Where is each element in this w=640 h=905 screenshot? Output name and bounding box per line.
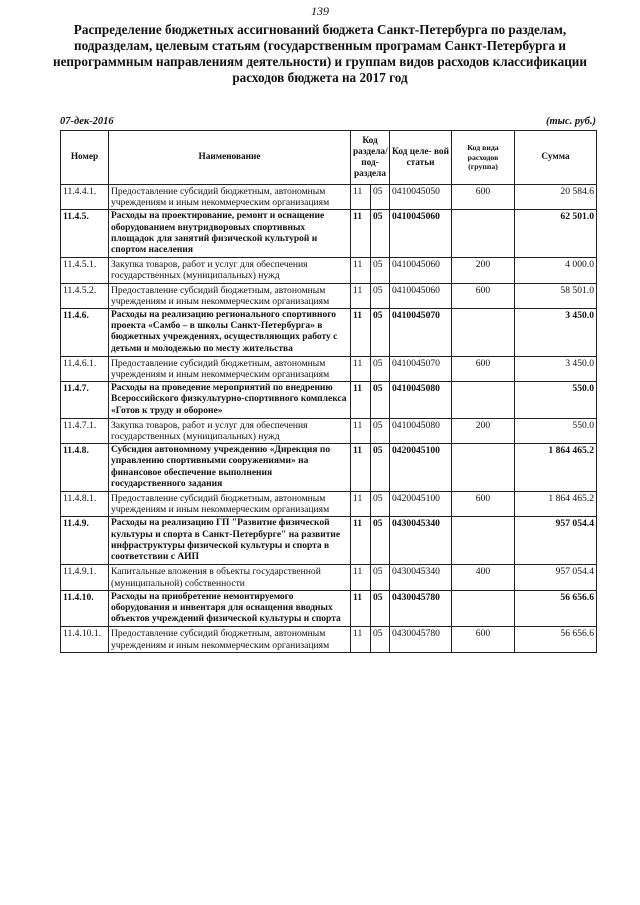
row-amount: 550.0 bbox=[515, 382, 597, 419]
table-row bbox=[61, 382, 597, 419]
table-row bbox=[61, 565, 597, 590]
row-expense-code: 600 bbox=[452, 283, 515, 308]
row-expense-code bbox=[452, 382, 515, 419]
row-section-code: 11 bbox=[351, 185, 371, 210]
row-number: 11.4.5.2. bbox=[61, 283, 109, 308]
row-number: 11.4.8. bbox=[61, 444, 109, 492]
row-expense-code: 400 bbox=[452, 565, 515, 590]
row-amount: 550.0 bbox=[515, 418, 597, 443]
page-number: 139 bbox=[311, 4, 329, 18]
row-section-code: 11 bbox=[351, 517, 371, 565]
row-expense-code: 200 bbox=[452, 418, 515, 443]
row-target-code: 0410045070 bbox=[390, 309, 452, 357]
row-target-code: 0410045080 bbox=[390, 418, 452, 443]
row-amount: 957 054.4 bbox=[515, 565, 597, 590]
table-row bbox=[61, 283, 597, 308]
units-label: (тыс. руб.) bbox=[546, 116, 596, 127]
header-expense: Код вида расходов (группа) bbox=[452, 131, 515, 185]
row-number: 11.4.10. bbox=[61, 590, 109, 627]
row-target-code: 0410045060 bbox=[390, 283, 452, 308]
row-name: Расходы на проведение мероприятий по внедрению Всероссийского физкультурно-спортивного комплекса «Готов к труду и обороне» bbox=[109, 382, 351, 419]
row-number: 11.4.5. bbox=[61, 210, 109, 258]
row-section-code: 11 bbox=[351, 444, 371, 492]
row-number: 11.4.7.1. bbox=[61, 418, 109, 443]
row-subsection-code: 05 bbox=[371, 627, 390, 652]
row-name: Расходы на реализацию ГП "Развитие физической культуры и спорта в Санкт-Петербурге" на развитие инфраструктуры физической культуры и спорта в соответствии с АИП bbox=[109, 517, 351, 565]
header-name: Наименование bbox=[109, 131, 351, 185]
row-number: 11.4.8.1. bbox=[61, 492, 109, 517]
row-name: Закупка товаров, работ и услуг для обеспечения государственных (муниципальных) нужд bbox=[109, 418, 351, 443]
row-section-code: 11 bbox=[351, 418, 371, 443]
row-name: Предоставление субсидий бюджетным, автономным учреждениям и иным некоммерческим организациям bbox=[109, 492, 351, 517]
row-expense-code: 200 bbox=[452, 258, 515, 283]
row-name: Закупка товаров, работ и услуг для обеспечения государственных (муниципальных) нужд bbox=[109, 258, 351, 283]
row-section-code: 11 bbox=[351, 309, 371, 357]
row-target-code: 0420045100 bbox=[390, 492, 452, 517]
row-target-code: 0410045080 bbox=[390, 382, 452, 419]
row-section-code: 11 bbox=[351, 210, 371, 258]
row-amount: 56 656.6 bbox=[515, 627, 597, 652]
row-amount: 4 000.0 bbox=[515, 258, 597, 283]
row-section-code: 11 bbox=[351, 258, 371, 283]
row-name: Предоставление субсидий бюджетным, автономным учреждениям и иным некоммерческим организациям bbox=[109, 185, 351, 210]
row-name: Предоставление субсидий бюджетным, автономным учреждениям и иным некоммерческим организациям bbox=[109, 283, 351, 308]
row-subsection-code: 05 bbox=[371, 590, 390, 627]
row-expense-code: 600 bbox=[452, 627, 515, 652]
row-name: Предоставление субсидий бюджетным, автономным учреждениям и иным некоммерческим организациям bbox=[109, 356, 351, 381]
table-row bbox=[61, 185, 597, 210]
row-target-code: 0420045100 bbox=[390, 444, 452, 492]
row-amount: 3 450.0 bbox=[515, 309, 597, 357]
row-subsection-code: 05 bbox=[371, 356, 390, 381]
row-amount: 3 450.0 bbox=[515, 356, 597, 381]
row-amount: 957 054.4 bbox=[515, 517, 597, 565]
table-row bbox=[61, 590, 597, 627]
row-section-code: 11 bbox=[351, 565, 371, 590]
row-section-code: 11 bbox=[351, 590, 371, 627]
row-expense-code: 600 bbox=[452, 356, 515, 381]
row-section-code: 11 bbox=[351, 492, 371, 517]
row-number: 11.4.4.1. bbox=[61, 185, 109, 210]
header-target: Код целе- вой статьи bbox=[390, 131, 452, 185]
row-number: 11.4.9. bbox=[61, 517, 109, 565]
document-date: 07-дек-2016 bbox=[60, 116, 114, 127]
row-expense-code bbox=[452, 517, 515, 565]
row-expense-code: 600 bbox=[452, 492, 515, 517]
row-expense-code: 600 bbox=[452, 185, 515, 210]
table-row bbox=[61, 418, 597, 443]
row-name: Расходы на приобретение немонтируемого оборудования и инвентаря для оснащения вводных объектов учреждений физической культуры и спорта bbox=[109, 590, 351, 627]
row-number: 11.4.6. bbox=[61, 309, 109, 357]
table-row bbox=[61, 517, 597, 565]
row-subsection-code: 05 bbox=[371, 444, 390, 492]
row-name: Субсидия автономному учреждению «Дирекция по управлению спортивными сооружениями» на финансовое обеспечение выполнения государственного задания bbox=[109, 444, 351, 492]
row-amount: 56 656.6 bbox=[515, 590, 597, 627]
table-row bbox=[61, 444, 597, 492]
row-subsection-code: 05 bbox=[371, 309, 390, 357]
table-row bbox=[61, 210, 597, 258]
row-target-code: 0430045780 bbox=[390, 627, 452, 652]
row-name: Предоставление субсидий бюджетным, автономным учреждениям и иным некоммерческим организациям bbox=[109, 627, 351, 652]
row-target-code: 0430045340 bbox=[390, 517, 452, 565]
row-expense-code bbox=[452, 309, 515, 357]
row-number: 11.4.6.1. bbox=[61, 356, 109, 381]
row-amount: 1 864 465.2 bbox=[515, 492, 597, 517]
row-subsection-code: 05 bbox=[371, 210, 390, 258]
row-subsection-code: 05 bbox=[371, 418, 390, 443]
row-expense-code bbox=[452, 210, 515, 258]
document-title: Распределение бюджетных ассигнований бюджета Санкт-Петербурга по разделам, подразделам, целевым статьям (государственным програмам Санкт-Петербурга и непрограммным направлениям деятельности) и группам видов расходов классификации расходов бюджета на 2017 год bbox=[52, 22, 587, 85]
row-number: 11.4.9.1. bbox=[61, 565, 109, 590]
table-row bbox=[61, 258, 597, 283]
table-row bbox=[61, 492, 597, 517]
row-number: 11.4.5.1. bbox=[61, 258, 109, 283]
row-name: Расходы на реализацию регионального спортивного проекта «Самбо – в школы Санкт-Петербурга» в бюджетных учреждениях, осуществляющих работу с детьми и молодежью по месту жительства bbox=[109, 309, 351, 357]
header-amount: Сумма bbox=[515, 131, 597, 185]
row-subsection-code: 05 bbox=[371, 382, 390, 419]
row-expense-code bbox=[452, 590, 515, 627]
table-header-row bbox=[61, 131, 597, 185]
row-target-code: 0410045060 bbox=[390, 258, 452, 283]
row-name: Расходы на проектирование, ремонт и оснащение оборудованием внутридворовых спортивных площадок для занятий физической культурой и спортом населения bbox=[109, 210, 351, 258]
row-amount: 58 501.0 bbox=[515, 283, 597, 308]
header-num: Номер bbox=[61, 131, 109, 185]
row-number: 11.4.7. bbox=[61, 382, 109, 419]
header-section: Код раздела/ под- раздела bbox=[351, 131, 390, 185]
row-target-code: 0410045060 bbox=[390, 210, 452, 258]
row-number: 11.4.10.1. bbox=[61, 627, 109, 652]
row-amount: 20 584.6 bbox=[515, 185, 597, 210]
row-amount: 1 864 465.2 bbox=[515, 444, 597, 492]
row-target-code: 0410045050 bbox=[390, 185, 452, 210]
row-section-code: 11 bbox=[351, 382, 371, 419]
row-target-code: 0430045340 bbox=[390, 565, 452, 590]
row-name: Капитальные вложения в объекты государственной (муниципальной) собственности bbox=[109, 565, 351, 590]
row-subsection-code: 05 bbox=[371, 492, 390, 517]
row-target-code: 0410045070 bbox=[390, 356, 452, 381]
row-section-code: 11 bbox=[351, 356, 371, 381]
row-section-code: 11 bbox=[351, 627, 371, 652]
row-expense-code bbox=[452, 444, 515, 492]
budget-table bbox=[60, 130, 597, 653]
row-subsection-code: 05 bbox=[371, 565, 390, 590]
row-amount: 62 501.0 bbox=[515, 210, 597, 258]
table-row bbox=[61, 309, 597, 357]
row-subsection-code: 05 bbox=[371, 283, 390, 308]
table-row bbox=[61, 627, 597, 652]
row-section-code: 11 bbox=[351, 283, 371, 308]
row-subsection-code: 05 bbox=[371, 185, 390, 210]
table-row bbox=[61, 356, 597, 381]
row-target-code: 0430045780 bbox=[390, 590, 452, 627]
row-subsection-code: 05 bbox=[371, 517, 390, 565]
row-subsection-code: 05 bbox=[371, 258, 390, 283]
